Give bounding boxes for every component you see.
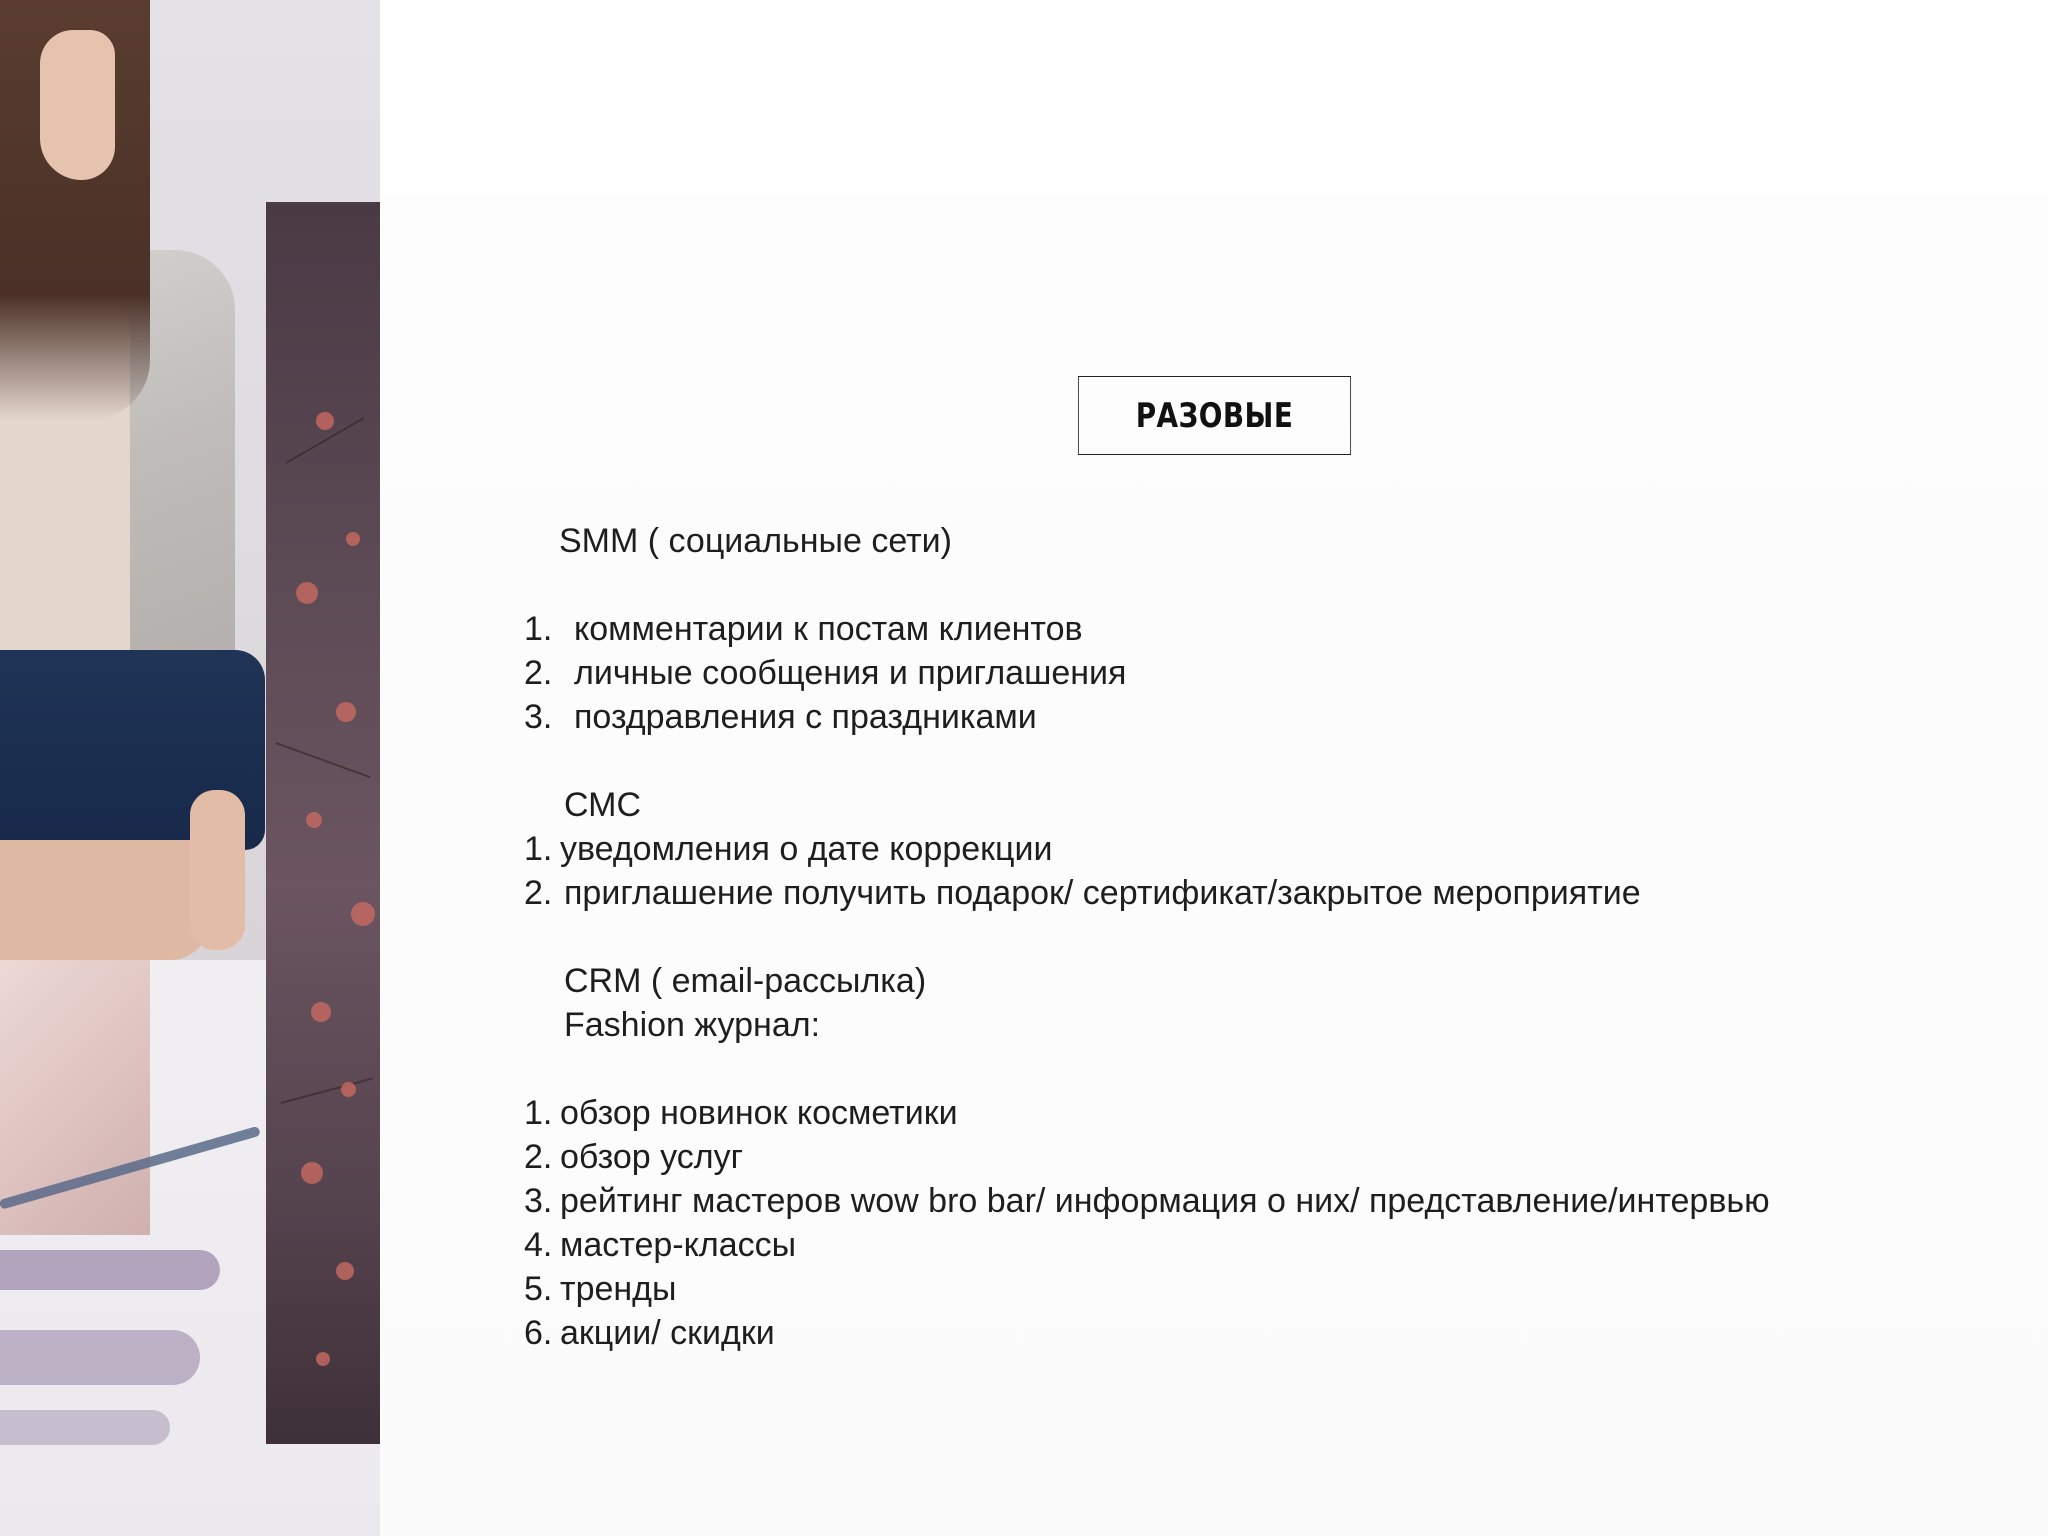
list-item-number: 2. [524,654,553,692]
list-item: уведомления о дате коррекции [560,830,1053,868]
list-item-number: 3. [524,1182,553,1220]
blossom-decoration [316,412,334,430]
list-item-number: 1. [524,610,553,648]
section-heading-sms: СМС [564,786,642,824]
branch-decoration [281,1077,373,1104]
blossom-decoration [306,812,322,828]
list-item: обзор услуг [560,1138,743,1176]
list-item: акции/ скидки [560,1314,775,1352]
list-item-number: 2. [524,1138,553,1176]
list-item-number: 6. [524,1314,553,1352]
flower-panel-image [266,202,380,1444]
list-item-number: 1. [524,830,553,868]
list-item: рейтинг мастеров wow bro bar/ информация о них/ представление/интервью [560,1182,1770,1220]
list-item: личные сообщения и приглашения [574,654,1127,692]
blossom-decoration [316,1352,330,1366]
section-subheading-fashion: Fashion журнал: [564,1006,821,1044]
list-item-number: 2. [524,874,553,912]
section-heading-crm: CRM ( email-рассылка) [564,962,927,1000]
list-item: мастер-классы [560,1226,797,1264]
blossom-decoration [301,1162,323,1184]
blossom-decoration [311,1002,331,1022]
branch-decoration [276,742,371,778]
fashion-photo-collage [0,0,380,1536]
paint-smear-decoration [0,1250,220,1290]
blossom-decoration [351,902,375,926]
model-legs [0,840,210,960]
blossom-decoration [296,582,318,604]
section-heading-smm: SMM ( социальные сети) [559,522,952,560]
paint-smear-decoration [0,1410,170,1445]
blossom-decoration [346,532,360,546]
list-item: приглашение получить подарок/ сертификат/закрытое мероприятие [564,874,1641,912]
list-item-number: 1. [524,1094,553,1132]
list-item: обзор новинок косметики [560,1094,958,1132]
model-hand [190,790,245,950]
list-item: тренды [560,1270,677,1308]
list-item-number: 3. [524,698,553,736]
paint-smear-decoration [0,1330,200,1385]
blossom-decoration [341,1082,356,1097]
blossom-decoration [336,702,356,722]
blossom-decoration [336,1262,354,1280]
list-item-number: 4. [524,1226,553,1264]
list-item-number: 5. [524,1270,553,1308]
list-item: поздравления с праздниками [574,698,1037,736]
model-face [40,30,115,180]
list-item: комментарии к постам клиентов [574,610,1083,648]
page-title: РАЗОВЫЕ [1078,376,1351,455]
